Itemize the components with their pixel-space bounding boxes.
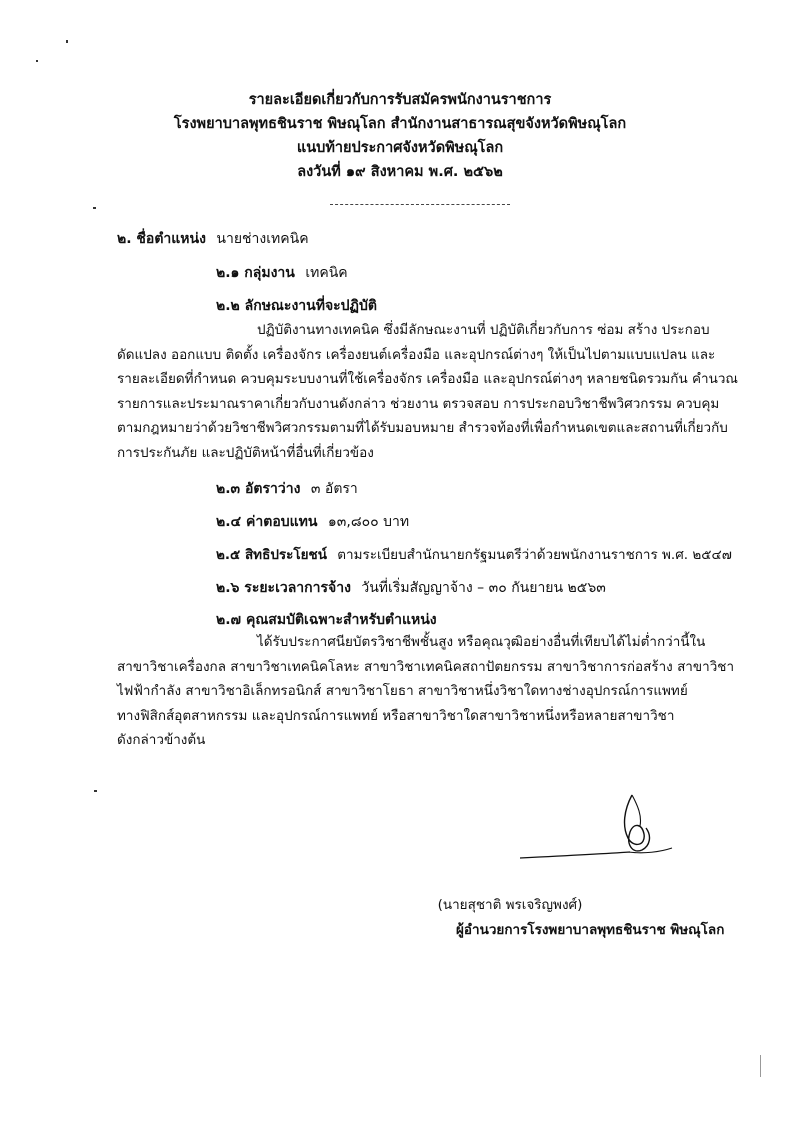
position-row xyxy=(117,229,309,249)
nature-line: การประกันภัย และปฏิบัติหน้าที่อื่นที่เกี่ยวข้อง xyxy=(117,444,374,461)
nature-paragraph xyxy=(117,318,738,465)
vacancy-value: ๓ อัตรา xyxy=(310,481,358,497)
signature-mark xyxy=(520,790,700,870)
period-value: วันที่เริ่มสัญญาจ้าง – ๓๐ กันยายน ๒๕๖๓ xyxy=(361,580,606,596)
benefit-label: ๒.๕ สิทธิประโยชน์ xyxy=(216,547,327,563)
group-label: ๒.๑ กลุ่มงาน xyxy=(216,265,295,281)
nature-line: ตามกฎหมายว่าด้วยวิชาชีพวิศวกรรมตามที่ได้รับมอบหมาย สำรวจท้องที่เพื่อกำหนดเขตและสถานที่เกี่ยวกับ xyxy=(117,420,728,436)
qualification-line: ทางฟิสิกส์อุตสาหกรรม และอุปกรณ์การแพทย์ หรือสาขาวิชาใดสาขาวิชาหนึ่งหรือหลายสาขาวิชา xyxy=(117,707,675,724)
header-divider xyxy=(330,204,510,205)
position-label: ๒. ชื่อตำแหน่ง xyxy=(117,231,206,247)
group-row xyxy=(216,263,348,283)
vacancy-label: ๒.๓ อัตราว่าง xyxy=(216,481,301,497)
benefit-row xyxy=(216,545,732,565)
period-label: ๒.๖ ระยะเวลาการจ้าง xyxy=(216,580,351,596)
qualification-line: ดังกล่าวข้างต้น xyxy=(117,732,206,748)
header-line-2: โรงพยาบาลพุทธชินราช พิษณุโลก สำนักงานสาธารณสุขจังหวัดพิษณุโลก xyxy=(173,116,627,132)
nature-line: ปฏิบัติงานทางเทคนิค ซึ่งมีลักษณะงานที่ ปฏิบัติเกี่ยวกับการ ซ่อม สร้าง ประกอบ xyxy=(257,322,710,338)
qualification-line: ไฟฟ้ากำลัง สาขาวิชาอิเล็กทรอนิกส์ สาขาวิชาโยธา สาขาวิชาหนึ่งวิชาใดทางช่างอุปกรณ์การแพทย์ xyxy=(117,683,688,699)
vacancy-row xyxy=(216,479,358,499)
scan-speck xyxy=(93,207,96,209)
salary-label: ๒.๔ ค่าตอบแทน xyxy=(216,514,318,530)
nature-label: ๒.๒ ลักษณะงานที่จะปฏิบัติ xyxy=(216,298,377,314)
benefit-value: ตามระเบียบสำนักนายกรัฐมนตรีว่าด้วยพนักงานราชการ พ.ศ. ๒๕๔๗ xyxy=(337,547,732,563)
nature-line: รายการและประมาณราคาเกี่ยวกับงานดังกล่าว ช่วยงาน ตรวจสอบ การประกอบวิชาชีพวิศวกรรม ควบคุม xyxy=(117,395,720,412)
header-line-3: แนบท้ายประกาศจังหวัดพิษณุโลก xyxy=(296,140,504,156)
group-value: เทคนิค xyxy=(305,265,348,281)
qualification-label: ๒.๗ คุณสมบัติเฉพาะสำหรับตำแหน่ง xyxy=(216,612,437,628)
qualification-line: ได้รับประกาศนียบัตรวิชาชีพชั้นสูง หรือคุณวุฒิอย่างอื่นที่เทียบได้ไม่ต่ำกว่านี้ใน xyxy=(257,634,706,650)
salary-value: ๑๓,๘๐๐ บาท xyxy=(327,514,410,530)
signer-name: (นายสุชาติ พรเจริญพงศ์) xyxy=(437,897,583,913)
position-value: นายช่างเทคนิค xyxy=(216,231,309,247)
scan-speck xyxy=(36,60,38,62)
qualification-paragraph xyxy=(117,630,735,753)
header-line-1: รายละเอียดเกี่ยวกับการรับสมัครพนักงานราชการ xyxy=(248,92,552,108)
nature-line: ดัดแปลง ออกแบบ ติดตั้ง เครื่องจักร เครื่องยนต์เครื่องมือ และอุปกรณ์ต่างๆ ให้เป็นไปตามแบบแปลน และ xyxy=(117,346,716,363)
signer-title: ผู้อำนวยการโรงพยาบาลพุทธชินราช พิษณุโลก xyxy=(456,922,725,938)
document-header xyxy=(0,88,800,184)
scan-speck xyxy=(66,40,68,43)
salary-row xyxy=(216,512,409,532)
qualification-line: สาขาวิชาเครื่องกล สาขาวิชาเทคนิคโลหะ สาขาวิชาเทคนิคสถาปัตยกรรม สาขาวิชาการก่อสร้าง สาขาวิชา xyxy=(117,658,735,675)
header-line-4: ลงวันที่ ๑๙ สิงหาคม พ.ศ. ๒๕๖๒ xyxy=(297,164,503,180)
period-row xyxy=(216,578,606,598)
nature-line: รายละเอียดที่กำหนด ควบคุมระบบงานที่ใช้เครื่องจักร เครื่องมือ และอุปกรณ์ต่างๆ หลายชนิดรวมกัน คำนวณ xyxy=(117,371,738,387)
scan-speck xyxy=(94,790,97,792)
scan-speck xyxy=(760,1055,761,1077)
